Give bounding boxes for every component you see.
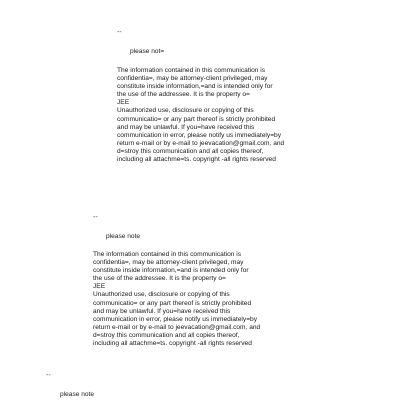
confidentiality-disclaimer <box>117 67 284 164</box>
disclaimer-line: including all attachme=ts. copyright -all rights reserved <box>93 340 252 348</box>
signature-separator: -- <box>93 214 98 221</box>
disclaimer-line: Unauthorized use, disclosure or copying of this <box>93 291 230 299</box>
disclaimer-line: d=stroy this communication and all copies thereof, <box>117 147 264 155</box>
disclaimer-line: including all attachme=ts. copyright -all rights reserved <box>117 156 276 164</box>
disclaimer-line: return e-mail or by e-mail to jeevacation@gmail.com, and <box>117 139 285 147</box>
disclaimer-line: The information contained in this communication is <box>93 251 242 258</box>
disclaimer-line: return e-mail or by e-mail to jeevacation@gmail.com, and <box>93 323 261 331</box>
signature-greeting: please note <box>106 233 141 240</box>
disclaimer-line: JEE <box>93 283 106 291</box>
disclaimer-line: and may be unlawful. If you=have received this <box>117 123 255 131</box>
disclaimer-line: communication in error, please notify us immediately=by <box>117 131 282 139</box>
disclaimer-line: JEE <box>117 99 130 107</box>
quoted-message-2 <box>0 200 400 370</box>
disclaimer-line: d=stroy this communication and all copies thereof, <box>93 331 240 339</box>
disclaimer-line: The information contained in this communication is <box>117 67 266 74</box>
disclaimer-line: constitute inside information,=and is intended only for <box>117 83 273 91</box>
disclaimer-line: Unauthorized use, disclosure or copying of this <box>117 107 254 115</box>
disclaimer-line: confidentia=, may be attorney-client privileged, may <box>117 75 268 83</box>
disclaimer-line: constitute inside information,=and is intended only for <box>93 267 249 275</box>
disclaimer-line: the use of the addressee. It is the property o= <box>117 91 250 99</box>
quoted-message-1 <box>0 0 400 180</box>
disclaimer-line: confidentia=, may be attorney-client privileged, may <box>93 259 244 267</box>
confidentiality-disclaimer <box>93 251 260 348</box>
quoted-message-3 <box>0 370 400 400</box>
disclaimer-line: communication in error, please notify us immediately=by <box>93 315 258 323</box>
disclaimer-line: the use of the addressee. It is the property o= <box>93 275 226 283</box>
disclaimer-line: and may be unlawful. If you=have received this <box>93 307 231 315</box>
disclaimer-line: communicatio= or any part thereof is strictly prohibited <box>93 299 252 307</box>
signature-greeting: please not= <box>130 48 165 55</box>
signature-separator: -- <box>117 29 122 36</box>
disclaimer-line: communicatio= or any part thereof is strictly prohibited <box>117 115 276 123</box>
signature-greeting: please note <box>60 391 95 398</box>
signature-separator: -- <box>46 372 51 379</box>
